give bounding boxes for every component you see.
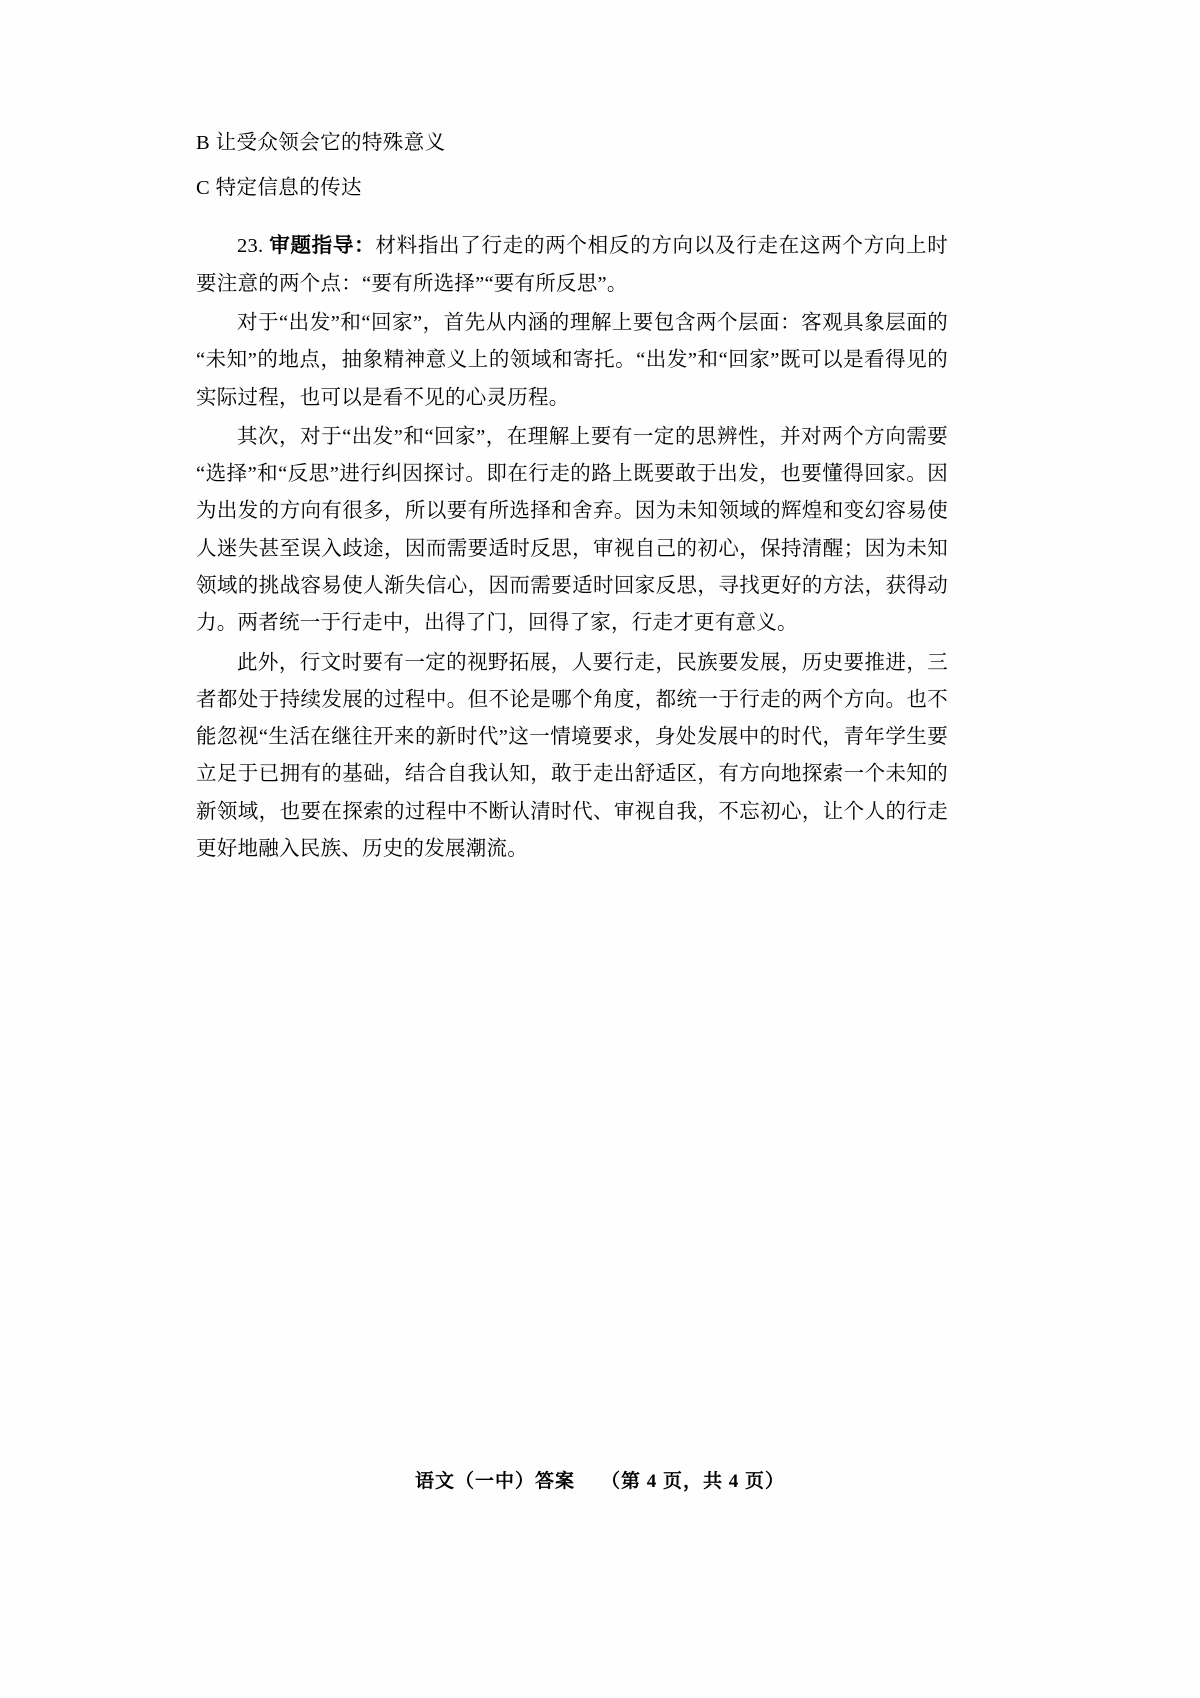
paragraph-1: 对于“出发”和“回家”，首先从内涵的理解上要包含两个层面：客观具象层面的“未知”的地点，抽象精神意义上的领域和寄托。“出发”和“回家”既可以是看得见的实际过程，也可以是看不见的心灵历程。 <box>196 311 948 409</box>
footer-page-info: （第 4 页，共 4 页） <box>601 1471 786 1492</box>
question-number: 23. <box>237 235 264 258</box>
document-content <box>196 128 948 870</box>
page-footer <box>0 1466 1200 1493</box>
option-c: C 特定信息的传达 <box>196 177 362 200</box>
footer-title: 语文（一中）答案 <box>414 1471 575 1492</box>
paragraph-2: 其次，对于“出发”和“回家”，在理解上要有一定的思辨性，并对两个方向需要“选择”和“反思”进行纠因探讨。即在行走的路上既要敢于出发，也要懂得回家。因为出发的方向有很多，所以要有所选择和舍弃。因为未知领域的辉煌和变幻容易使人迷失甚至误入歧途，因而需要适时反思，审视自己的初心，保持清醒；因为未知领域的挑战容易使人渐失信心，因而需要适时回家反思，寻找更好的方法，获得动力。两者统一于行走中，出得了门，回得了家，行走才更有意义。 <box>196 425 948 635</box>
paragraph-3: 此外，行文时要有一定的视野拓展，人要行走，民族要发展，历史要推进，三者都处于持续发展的过程中。但不论是哪个角度，都统一于行走的两个方向。也不能忽视“生活在继往开来的新时代”这一情境要求，身处发展中的时代，青年学生要立足于已拥有的基础，结合自我认知，敢于走出舒适区，有方向地探索一个未知的新领域，也要在探索的过程中不断认清时代、审视自我，不忘初心，让个人的行走更好地融入民族、历史的发展潮流。 <box>196 651 948 861</box>
option-b: B 让受众领会它的特殊意义 <box>196 132 446 154</box>
question-label: 审题指导： <box>269 235 376 258</box>
question-23 <box>196 228 948 303</box>
question-text: 材料指出了行走的两个相反的方向以及行走在这两个方向上时要注意的两个点：“要有所选择”“要有所反思”。 <box>196 235 949 295</box>
spacer <box>196 218 948 228</box>
